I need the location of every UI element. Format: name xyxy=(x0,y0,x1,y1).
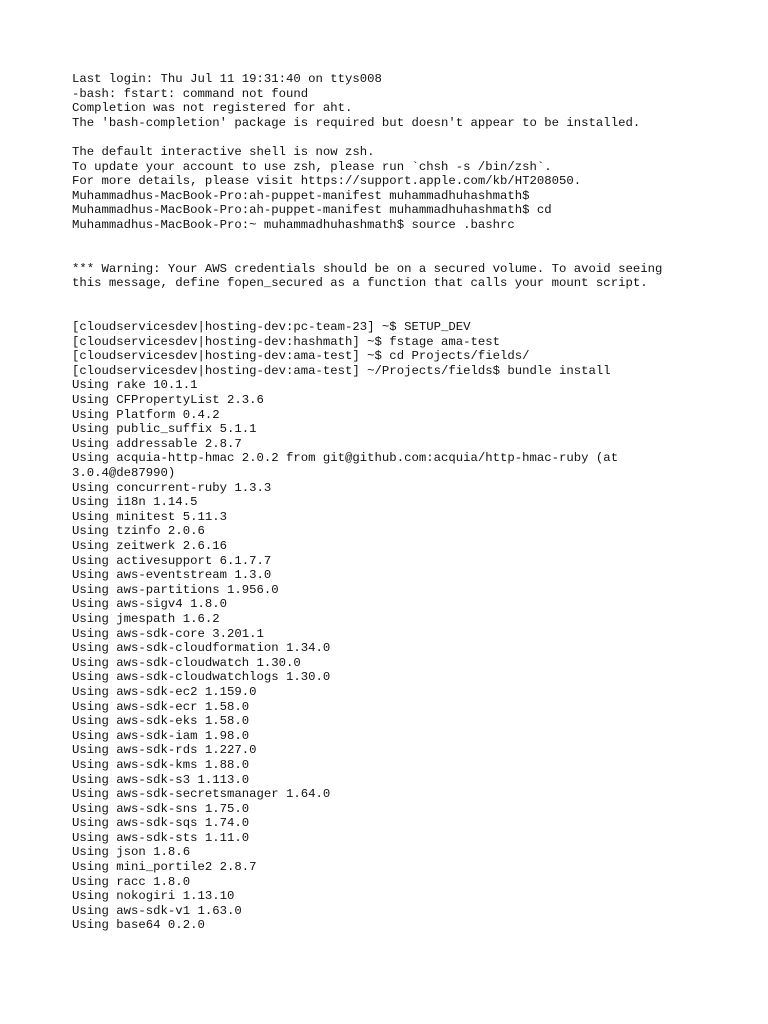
log-line: To update your account to use zsh, please run `chsh -s /bin/zsh`. xyxy=(72,159,552,174)
gem-line: Using aws-sdk-eks 1.58.0 xyxy=(72,714,250,729)
log-line: Muhammadhus-MacBook-Pro:ah-puppet-manifest muhammadhuhashmath$ cd xyxy=(72,203,552,218)
gem-line: Using aws-sdk-core 3.201.1 xyxy=(72,626,264,641)
gem-line: Using aws-partitions 1.956.0 xyxy=(72,582,279,597)
blank-line xyxy=(72,247,712,262)
gem-line: Using aws-sdk-sns 1.75.0 xyxy=(72,801,250,816)
log-line: The default interactive shell is now zsh. xyxy=(72,144,375,159)
log-line: The 'bash-completion' package is required but doesn't appear to be installed. xyxy=(72,115,641,130)
gem-line: Using json 1.8.6 xyxy=(72,845,191,860)
blank-line xyxy=(72,306,712,321)
gem-line: Using aws-sdk-v1 1.63.0 xyxy=(72,903,242,918)
gem-line: Using rake 10.1.1 xyxy=(72,378,198,393)
gem-line: Using nokogiri 1.13.10 xyxy=(72,889,235,904)
gem-line: Using aws-eventstream 1.3.0 xyxy=(72,568,272,583)
gem-line: Using concurrent-ruby 1.3.3 xyxy=(72,480,272,495)
gem-line: Using aws-sdk-kms 1.88.0 xyxy=(72,757,250,772)
gem-line: Using tzinfo 2.0.6 xyxy=(72,524,205,539)
gem-line: Using mini_portile2 2.8.7 xyxy=(72,860,257,875)
log-line: -bash: fstart: command not found xyxy=(72,86,309,101)
gem-line: Using i18n 1.14.5 xyxy=(72,495,198,510)
blank-line xyxy=(72,233,712,248)
gem-line: Using racc 1.8.0 xyxy=(72,874,191,889)
gem-line: Using jmespath 1.6.2 xyxy=(72,611,220,626)
gem-line: Using aws-sdk-sqs 1.74.0 xyxy=(72,816,250,831)
gem-line: Using addressable 2.8.7 xyxy=(72,436,242,451)
log-line: Last login: Thu Jul 11 19:31:40 on ttys008 xyxy=(72,72,382,86)
blank-line xyxy=(72,291,712,306)
gem-line: Using minitest 5.11.3 xyxy=(72,509,227,524)
log-line: Muhammadhus-MacBook-Pro:~ muhammadhuhashmath$ source .bashrc xyxy=(72,217,515,232)
gem-line: Using aws-sdk-s3 1.113.0 xyxy=(72,772,250,787)
gem-line: 3.0.4@de87990) xyxy=(72,466,176,481)
gem-line: Using aws-sdk-cloudwatch 1.30.0 xyxy=(72,655,301,670)
gem-line: Using public_suffix 5.1.1 xyxy=(72,422,257,437)
gem-line: Using aws-sdk-ecr 1.58.0 xyxy=(72,699,250,714)
gem-line: Using aws-sdk-secretsmanager 1.64.0 xyxy=(72,787,331,802)
prompt-line: [cloudservicesdev|hosting-dev:hashmath] ~$ fstage ama-test xyxy=(72,334,501,349)
gem-line: Using acquia-http-hmac 2.0.2 from git@github.com:acquia/http-hmac-ruby (at xyxy=(72,451,619,466)
log-line: For more details, please visit https://support.apple.com/kb/HT208050. xyxy=(72,174,582,189)
gem-line: Using aws-sdk-ec2 1.159.0 xyxy=(72,684,257,699)
gem-line: Using aws-sigv4 1.8.0 xyxy=(72,597,227,612)
gem-line: Using aws-sdk-cloudformation 1.34.0 xyxy=(72,641,331,656)
gem-line: Using aws-sdk-cloudwatchlogs 1.30.0 xyxy=(72,670,331,685)
terminal-log-document xyxy=(72,72,712,933)
blank-line xyxy=(72,130,712,145)
gem-line: Using aws-sdk-iam 1.98.0 xyxy=(72,728,250,743)
gem-line: Using aws-sdk-rds 1.227.0 xyxy=(72,743,257,758)
gem-line: Using Platform 0.4.2 xyxy=(72,407,220,422)
warning-line: this message, define fopen_secured as a function that calls your mount script. xyxy=(72,276,648,291)
gem-line: Using activesupport 6.1.7.7 xyxy=(72,553,272,568)
gem-line: Using base64 0.2.0 xyxy=(72,918,205,933)
gem-line: Using aws-sdk-sts 1.11.0 xyxy=(72,830,250,845)
prompt-line: [cloudservicesdev|hosting-dev:ama-test] ~$ cd Projects/fields/ xyxy=(72,349,530,364)
warning-line: *** Warning: Your AWS credentials should be on a secured volume. To avoid seeing xyxy=(72,261,663,276)
gem-line: Using zeitwerk 2.6.16 xyxy=(72,539,227,553)
prompt-line: [cloudservicesdev|hosting-dev:ama-test] ~/Projects/fields$ bundle install xyxy=(72,363,611,378)
log-line: Muhammadhus-MacBook-Pro:ah-puppet-manifest muhammadhuhashmath$ xyxy=(72,188,530,203)
log-line: Completion was not registered for aht. xyxy=(72,101,353,116)
prompt-line: [cloudservicesdev|hosting-dev:pc-team-23] ~$ SETUP_DEV xyxy=(72,320,471,335)
gem-line: Using CFPropertyList 2.3.6 xyxy=(72,393,264,408)
